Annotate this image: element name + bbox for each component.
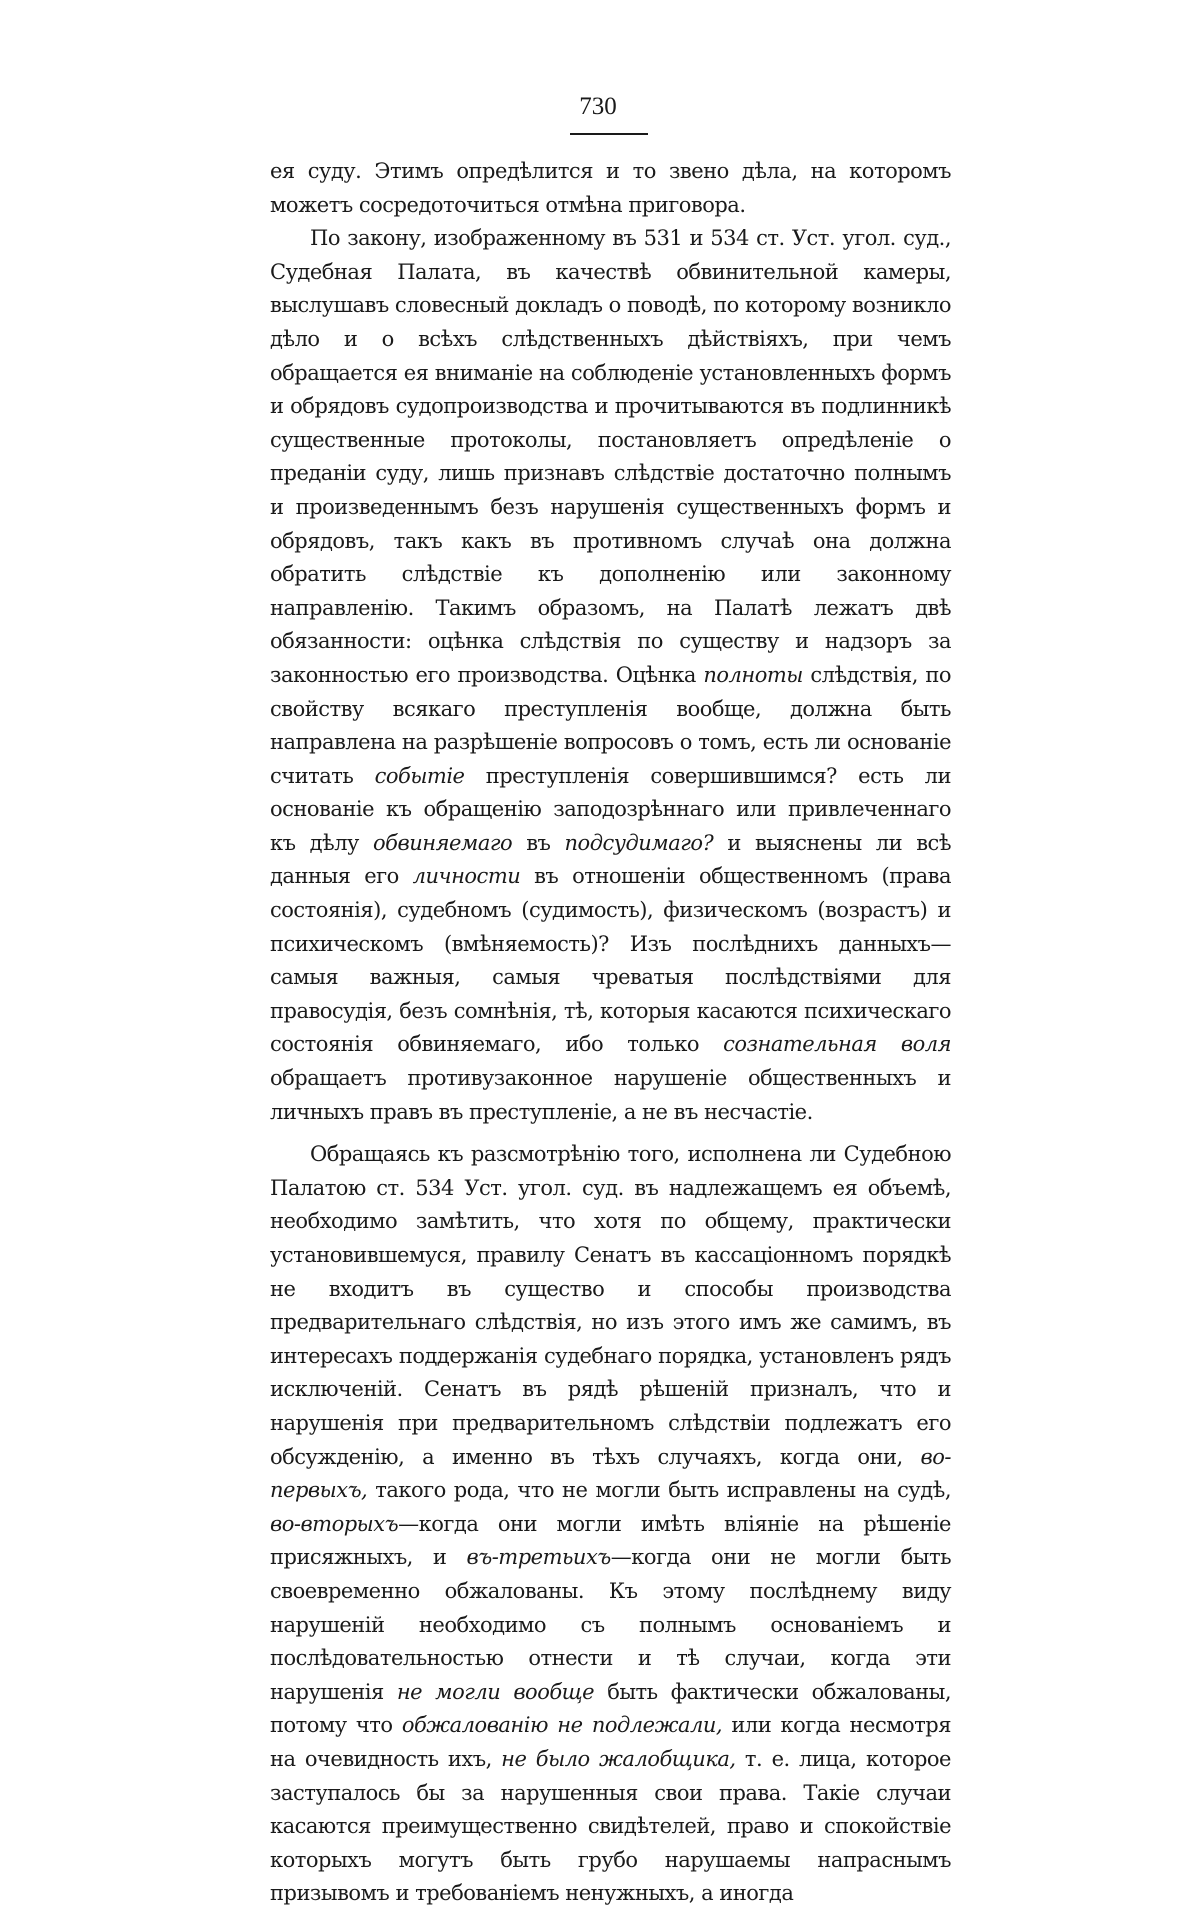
italic-emphasis: не было жалобщика, [501, 1746, 736, 1771]
text-run: т. е. лица, которое заступалось бы за нарушенныя свои права. Такіе случаи касаются преимущественно свидѣтелей, право и спокойствіе которыхъ могутъ быть грубо нарушаемы напраснымъ призывомъ и требованіемъ ненужныхъ, а иногда [270, 1746, 951, 1906]
text-run: —когда они не могли быть своевременно обжалованы. Къ этому послѣднему виду нарушеній необходимо съ полнымъ основаніемъ и послѣдовательностью отнести и тѣ случаи, когда эти нарушенія [270, 1545, 951, 1704]
italic-emphasis: во-вторыхъ [270, 1511, 399, 1536]
paragraph-1 [270, 155, 951, 222]
text-run: и выяснены ли всѣ данныя его [270, 830, 951, 889]
italic-emphasis: подсудимаго? [564, 830, 714, 855]
paragraph-3 [270, 1138, 951, 1911]
italic-emphasis: во-первыхъ, [270, 1444, 951, 1503]
text-run: въ отношеніи общественномъ (права состоянія), судебномъ (судимость), физическомъ (возрастъ) и психическомъ (вмѣняемость)? Изъ послѣднихъ данныхъ—самыя важныя, самыя чреватыя послѣдствіями для правосудія, безъ сомнѣнія, тѣ, которыя касаются психическаго состоянія обвиняемаго, ибо только [270, 864, 951, 1057]
text-run: такого рода, что не могли быть исправлены на судѣ, [367, 1478, 951, 1503]
text-run: обращаетъ противузаконное нарушеніе общественныхъ и личныхъ правъ въ преступленіе, а не въ несчастіе. [270, 1066, 951, 1124]
text-run: —когда они могли имѣть вліяніе на рѣшеніе присяжныхъ, и [270, 1511, 951, 1570]
italic-emphasis: въ-третьихъ [466, 1545, 611, 1570]
text-run: быть фактически обжалованы, потому что [270, 1679, 952, 1738]
paragraph-2 [270, 222, 951, 1129]
text-run: въ [512, 830, 565, 855]
italic-emphasis: обжалованію не подлежали, [401, 1713, 723, 1738]
page-number: 730 [579, 93, 617, 120]
body-text [270, 155, 951, 1911]
italic-emphasis: личности [412, 864, 521, 889]
italic-emphasis: не могли вообще [396, 1679, 595, 1704]
text-run: или когда несмотря на очевидность ихъ, [270, 1713, 951, 1771]
text-run: По закону, изображенному въ 531 и 534 ст. Уст. угол. суд., Судебная Палата, въ качествѣ обвинительной камеры, выслушавъ словесный докладъ о поводѣ, по которому возникло дѣло и о всѣхъ слѣдственныхъ дѣйствіяхъ, при чемъ обращается ея вниманіе на соблюденіе установленныхъ формъ и обрядовъ судопроизводства и прочитываются въ подлинникѣ существенные протоколы, постановляетъ опредѣленіе о преданіи суду, лишь признавъ слѣдствіе достаточно полнымъ и произведеннымъ безъ нарушенія существенныхъ формъ и обрядовъ, такъ какъ въ противномъ случаѣ она должна обратить слѣдствіе къ дополненію или законному направленію. Такимъ образомъ, на Палатѣ лежатъ двѣ обязанности: оцѣнка слѣдствія по существу и надзоръ за законностью его производства. Оцѣнка [270, 226, 951, 687]
text-run: ея суду. Этимъ опредѣлится и то звено дѣла, на которомъ можетъ сосредоточиться отмѣна приговора. [270, 159, 951, 217]
page-number-rule [570, 133, 648, 135]
italic-emphasis: обвиняемаго [373, 830, 513, 855]
text-run: преступленія совершившимся? есть ли основаніе къ обращенію заподозрѣннаго или привлеченнаго къ дѣлу [270, 763, 951, 855]
italic-emphasis: сознательная воля [723, 1032, 951, 1057]
text-run: слѣдствія, по свойству всякаго преступленія вообще, должна быть направлена на разрѣшеніе вопросовъ о томъ, есть ли основаніе считать [270, 662, 951, 788]
italic-emphasis: полноты [703, 662, 803, 687]
text-run: Обращаясь къ разсмотрѣнію того, исполнена ли Судебною Палатою ст. 534 Уст. угол. суд. въ надлежащемъ ея объемѣ, необходимо замѣтить, что хотя по общему, практически установившемуся, правилу Сенатъ въ кассаціонномъ порядкѣ не входитъ въ существо и способы производства предварительнаго слѣдствія, но изъ этого имъ же самимъ, въ интересахъ поддержанія судебнаго порядка, установленъ рядъ исключеній. Сенатъ въ рядѣ рѣшеній призналъ, что и нарушенія при предварительномъ слѣдствіи подлежатъ его обсужденію, а именно въ тѣхъ случаяхъ, когда они, [270, 1142, 951, 1469]
italic-emphasis: событіе [374, 763, 465, 788]
